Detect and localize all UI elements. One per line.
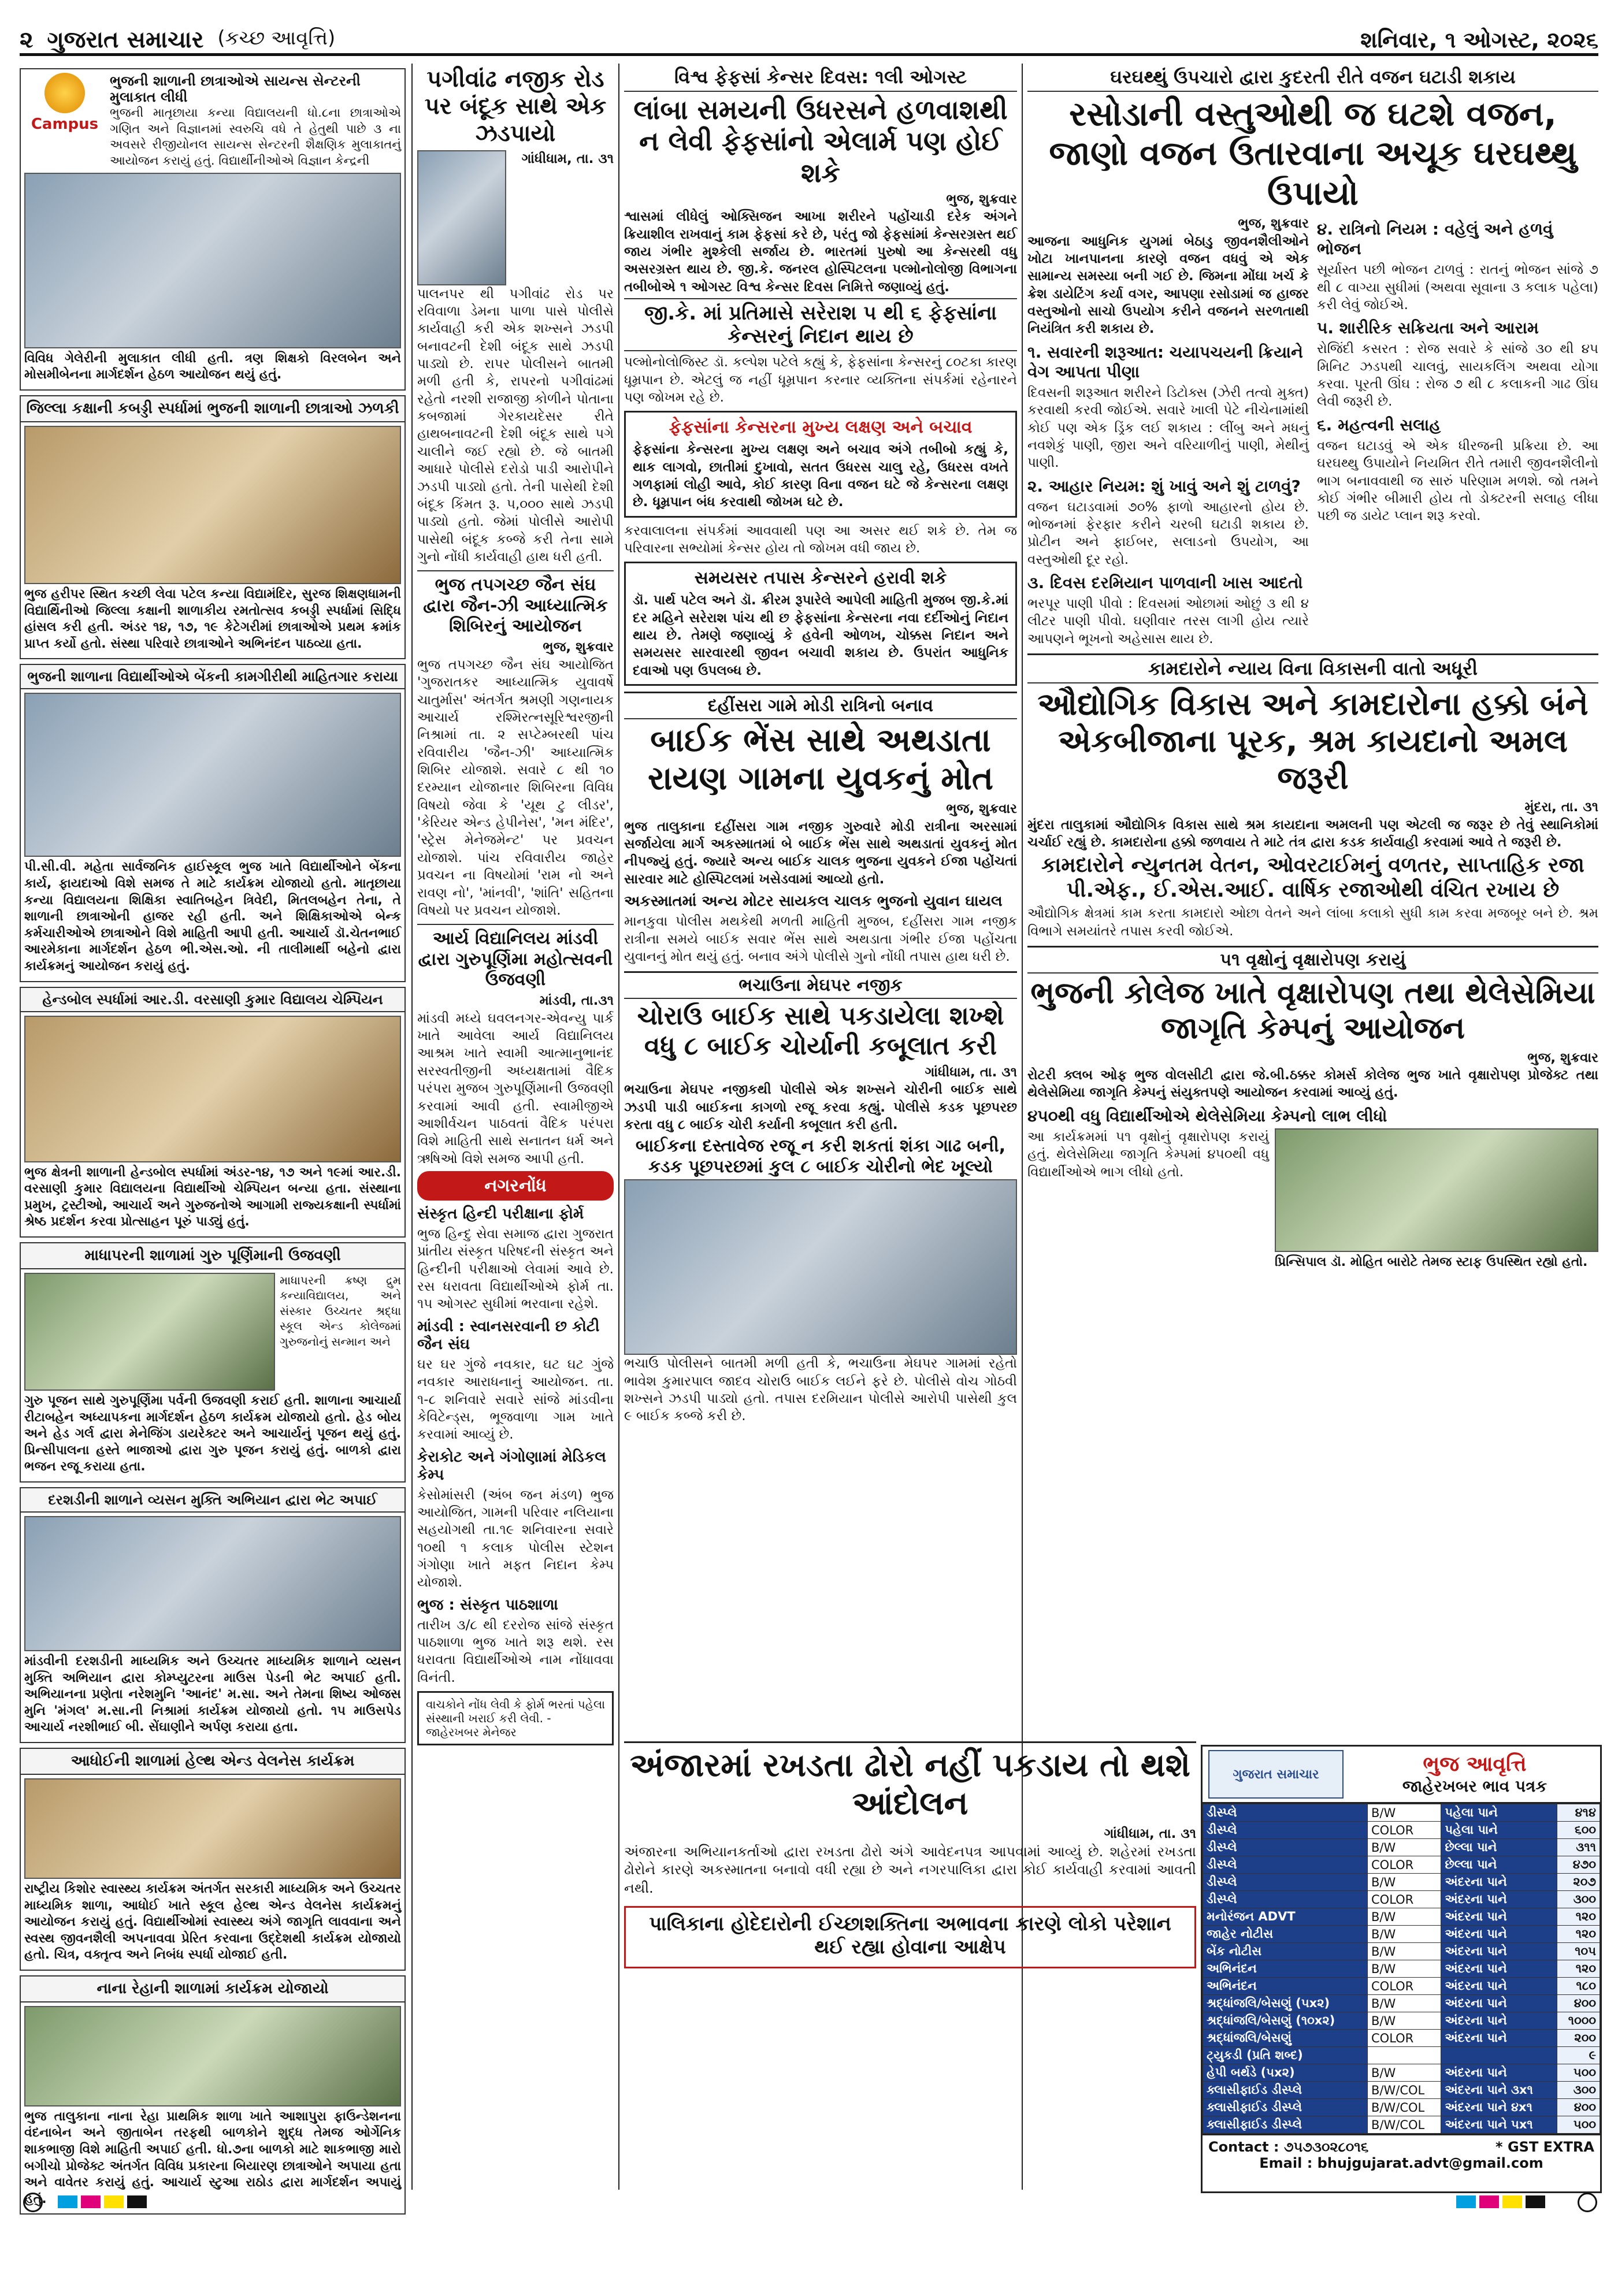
photo-caption: ભુજ હરીપર સ્થિત કચ્છી લેવા પટેલ કન્યા વિદ્યામંદિર, સુરજ શિક્ષણધામની વિદ્યાર્થિનીઓ જિલ્લા કક્ષાની શાળાકીય રમતોત્સવ કબડ્ડી સ્પર્ધામાં સિદ્ધિ હાંસલ કરી હતી. અંડર ૧૪, ૧૭, ૧૯ કેટેગરીમાં છાત્રાઓએ પ્રથમ ક્રમાંક પ્રાપ્ત કર્યો હતો. સંસ્થા પરિવારે છાત્રાઓને અભિનંદન પાઠવ્યા હતા. — [24, 587, 401, 651]
rate-price: ૩૦૦ — [1557, 2082, 1600, 2099]
rate-row — [1203, 1856, 1600, 1874]
bikes-photo — [624, 1179, 1017, 1355]
dateline: માંડવી, તા.૩૧ — [539, 993, 614, 1009]
rate-category: શ્રદ્ધાંજલિ/બેસણું (૧૦x૨) — [1203, 2012, 1368, 2030]
dateline: ભુજ, શુક્રવાર — [946, 801, 1017, 817]
campus-label: Campus — [31, 116, 99, 133]
rate-print-type: COLOR — [1368, 2030, 1441, 2047]
photo-caption: ભુજ ક્ષેત્રની શાળાની હેન્ડબોલ સ્પર્ધામાં અંડર-૧૪, ૧૭ અને ૧૯માં આર.ડી. વરસાણી કુમાર વિદ્યાલયના વિદ્યાર્થીઓ ચેમ્પિયન બન્યા હતા. સંસ્થાના પ્રમુખ, ટ્રસ્ટીઓ, આચાર્ય અને ગુરુજનોએ આગામી રાજ્યકક્ષાની સ્પર્ધામાં શ્રેષ્ઠ પ્રદર્શન કરવા પ્રોત્સાહન પૂરું પાડ્યું હતું. — [24, 1165, 401, 1229]
story-headline: રસોડાની વસ્તુઓથી જ ઘટશે વજન, જાણો વજન ઉતારવાના અચૂક ઘરઘથ્થુ ઉપાયો — [1049, 94, 1577, 213]
rate-print-type: B/W/COL — [1368, 2099, 1441, 2116]
rate-row — [1203, 1822, 1600, 1839]
rate-category: ડીસ્પ્લે — [1203, 1822, 1368, 1839]
rate-category: હેપી બર્થડે (૫x૨) — [1203, 2064, 1368, 2082]
story-subhead: કામદારોને ન્યુનતમ વેતન, ઓવરટાઈમનું વળતર, સાપ્તાહિક રજા પી.એફ., ઈ.એસ.આઈ. વાર્ષિક રજાઓથી વંચિત રખાય છે — [1041, 853, 1584, 902]
rate-category: જાહેર નોટીસ — [1203, 1926, 1368, 1943]
rate-price: ૧૦૫ — [1557, 1943, 1600, 1960]
story-title: ભુજની શાળાની છાત્રાઓએ સાયન્સ સેન્ટરની મુલાકાત લીધી — [110, 73, 361, 105]
rate-page: અંદરના પાને — [1441, 1978, 1557, 1995]
rate-row — [1203, 2047, 1600, 2064]
rate-page: અંદરના પાને — [1441, 1908, 1557, 1926]
box-body: ફેફસાંના કેન્સરના મુખ્ય લક્ષણ અને બચાવ અંગે તબીબો કહ્યું કે, થાક લાગવો, છાતીમાં દુખાવો, સતત ઉધરસ ચાલુ રહે, ઉધરસ વખતે ગળફામાં લોહી આવે, કોઈ કારણ વિના વજન ઘટે જે કેન્સરના લક્ષણ છે. ધૂમ્રપાન બંધ કરવાથી જોખમ ઘટે છે. — [633, 442, 1008, 510]
rate-category: ડીસ્પ્લે — [1203, 1856, 1368, 1874]
dateline: ગાંધીધામ, તા. ૩૧ — [521, 151, 614, 166]
advertiser-note — [417, 1691, 614, 1745]
rate-print-type: B/W/COL — [1368, 2116, 1441, 2134]
rate-price: ૩૧૧ — [1557, 1839, 1600, 1856]
rate-price: ૪૧૪ — [1557, 1804, 1600, 1822]
story-body: ભચાઉ પોલીસને બાતમી મળી હતી કે, ભચાઉના મેઘપર ગામમાં રહેતો ભાવેશ કુમારપાલ જાદવ ચોરાઉ બાઈક લઈને ફરે છે. પોલીસે વોચ ગોઠવી શખ્સને ઝડપી પાડ્યો હતો. તપાસ દરમિયાન પોલીસે આરોપી પાસેથી કુલ ૯ બાઈક કબ્જે કરી છે. — [624, 1356, 1017, 1424]
story-photo — [24, 1273, 275, 1391]
story-body: મુંદરા તાલુકામાં ઔદ્યોગિક વિકાસ સાથે શ્રમ કાયદાના અમલની પણ એટલી જ જરૂર છે તેવું સ્થાનિકોમાં ચર્ચાઈ રહ્યું છે. કામદારોના હક્કો જળવાય તે માટે તંત્ર દ્વારા કડક કાર્યવાહી કરવામાં આવે તે જરૂરી છે. — [1027, 817, 1598, 850]
column-2 — [417, 64, 614, 2190]
registration-mark-icon — [1578, 2193, 1597, 2212]
box-title: સમયસર તપાસ કેન્સરને હરાવી શકે — [694, 568, 947, 589]
rate-price: ૪૦૦ — [1557, 1995, 1600, 2012]
notice-title: સંસ્કૃત હિન્દી પરીક્ષાના ફોર્મ — [417, 1205, 584, 1223]
story-subhead: જી.કે. માં પ્રતિમાસે સરેરાશ ૫ થી ૬ ફેફસાંના કેન્સરનું નિદાન થાય છે — [624, 298, 1017, 351]
story-headline: પગીવાંઢ નજીક રોડ પર બંદૂક સાથે એક ઝડપાયો — [424, 66, 607, 147]
story-kabaddi — [20, 395, 406, 659]
box-title: પાલિકાના હોદેદારોની ઈચ્છાશક્તિના અભાવના કારણે લોકો પરેશાન થઈ રહ્યા હોવાના આક્ષેપ — [649, 1912, 1171, 1959]
story-photo — [24, 693, 401, 857]
rate-row — [1203, 1908, 1600, 1926]
rate-row — [1203, 1891, 1600, 1908]
rate-price: ૪૭૦ — [1557, 1856, 1600, 1874]
advertiser-note-text: વાચકોને નોંધ લેવી કે ફોર્મ ભરતાં પહેલા સંસ્થાની ખરાઈ કરી લેવી. - જાહેરખબર મેનેજર — [426, 1697, 605, 1740]
rate-print-type: B/W — [1368, 1874, 1441, 1891]
story-kicker: ઘરઘથ્થું ઉપચારો દ્વારા કુદરતી રીતે વજન ઘટાડી શકાય — [1027, 64, 1598, 92]
story-bank-visit — [20, 664, 406, 982]
rate-price: ૧૨૦ — [1557, 1926, 1600, 1943]
story-subhead: ૫. શારીરિક સક્રિયતા અને આરામ — [1317, 318, 1539, 338]
rate-category: ડીસ્પ્લે — [1203, 1874, 1368, 1891]
photo-caption: વિવિધ ગેલેરીની મુલાકાત લીધી હતી. ત્રણ શિક્ષકો વિરલબેન અને મોસમીબેનના માર્ગદર્શન હેઠળ આયોજન થયું હતું. — [24, 351, 401, 382]
story-subhead: ૪૫૦થી વધુ વિદ્યાર્થીઓએ થેલેસેમિયા કેમ્પનો લાભ લીધો — [1027, 1106, 1387, 1125]
rate-category: અભિનંદન — [1203, 1978, 1368, 1995]
rate-category: ડીસ્પ્લે — [1203, 1891, 1368, 1908]
color-bar — [58, 2195, 147, 2208]
story-body: રોજિંદી કસરત : રોજ સવારે કે સાંજે ૩૦ થી ૪૫ મિનિટ ઝડપથી ચાલવું, સાયકલિંગ અથવા યોગા કરવા. પૂરતી ઊંઘ : રોજ ૭ થી ૮ કલાકની ગાઢ ઊંઘ લેવી જરૂરી છે. — [1317, 341, 1598, 410]
story-body: આ કાર્યક્રમમાં ૫૧ વૃક્ષોનું વૃક્ષારોપણ કરાયું હતું. થેલેસેમિયા જાગૃતિ કેમ્પમાં ૪૫૦થી વધુ વિદ્યાર્થીઓએ ભાગ લીધો હતો. — [1027, 1129, 1269, 1180]
rate-row — [1203, 1926, 1600, 1943]
dateline: ભુજ, શુક્રવાર — [1238, 216, 1309, 232]
story-photo — [24, 1778, 401, 1879]
rate-price: ૪૦૦ — [1557, 2099, 1600, 2116]
story-headline: બાઈક ભેંસ સાથે અથડાતા રાયણ ગામના યુવકનું મોત — [647, 722, 994, 798]
rate-print-type: B/W — [1368, 1943, 1441, 1960]
rate-category: શ્રદ્ધાંજલિ/બેસણું (૫x૨) — [1203, 1995, 1368, 2012]
notice-title: ભુજ : સંસ્કૃત પાઠશાળા — [417, 1596, 558, 1614]
story-subhead: અકસ્માતમાં અન્ય મોટર સાયકલ ચાલક ભુજનો યુવાન ઘાયલ — [624, 893, 1003, 911]
rate-price: ૨૦૭ — [1557, 1874, 1600, 1891]
contact-email: Email : bhujgujarat.advt@gmail.com — [1259, 2155, 1543, 2171]
story-kicker: કામદારોને ન્યાય વિના વિકાસની વાતો અધૂરી — [1027, 653, 1598, 683]
page-header — [20, 13, 1598, 56]
rate-print-type: B/W/COL — [1368, 2082, 1441, 2099]
rate-page: અંદરના પાને — [1441, 2030, 1557, 2047]
rate-price: ૧૨૦ — [1557, 1960, 1600, 1978]
rate-page — [1441, 2047, 1557, 2064]
story-title: નાના રેહાની શાળામાં કાર્યક્રમ યોજાયો — [21, 1977, 404, 2003]
story-body: પાલનપર થી પગીવાંઢ રોડ પર રવિવાળા ડેમના પાળા પાસે પોલીસે કાર્યવાહી કરી એક શખ્સને ઝડપી બનાવટની દેશી બંદૂક સાથે ઝડપી પાડ્યો છે. રાપર પોલીસને બાતમી મળી હતી કે, રાપરનો પગીવાંઢમાં રહેતો નરશી રાજાજી કોળીને પોતાના કબજામાં ગેરકાયદેસર રીતે હાથબનાવટની દેશી બંદૂક સાથે પગે ચાલીને જઈ રહ્યો છે. જે બાતમી આધારે પોલીસે દરોડો પાડી આરોપીને ઝડપી પાડ્યો હતો. તેની પાસેથી દેશી બંદૂક કિંમત રૂ. ૫,૦૦૦ સાથે ઝડપી પાડ્યો હતો. જેમાં પોલીસે આરોપી પાસેથી બંદૂક કબ્જે કરી તેના સામે ગુનો નોંધી કાર્યવાહી હાથ ધરી હતી. — [417, 286, 614, 564]
story-title: ભુજની શાળાના વિદ્યાર્થીઓએ બેંકની કામગીરીથી માહિતગાર કરાયા — [21, 665, 404, 689]
rate-page: અંદરના પાને — [1441, 1874, 1557, 1891]
rate-price: ૩૦૦ — [1557, 1891, 1600, 1908]
rate-category: બેંક નોટીસ — [1203, 1943, 1368, 1960]
story-intro: આજના આધુનિક યુગમાં બેઠાડુ જીવનશૈલીઓને ખોટા ખાનપાનના કારણે વજન વધવું એ એક સામાન્ય સમસ્યા બની ગઈ છે. જિમના મોંઘા ખર્ચ કે ક્રેશ ડાયેટિંગ કર્યા વગર, આપણા રસોડામાં જ હાજર વસ્તુઓનો સાચો ઉપયોગ કરીને વજનને સરળતાથી નિયંત્રિત કરી શકાય છે. — [1027, 233, 1309, 337]
rate-category: ક્લાસીફાઈડ ડીસ્પ્લે — [1203, 2116, 1368, 2134]
rate-print-type: COLOR — [1368, 1891, 1441, 1908]
story-handball — [20, 987, 406, 1238]
story-intro: શ્વાસમાં લીધેલું ઓક્સિજન આખા શરીરને પહોંચાડી દરેક અંગને ક્રિયાશીલ રાખવાનું કામ ફેફસાં કરે છે, પરંતુ જો ફેફસાંમાં કેન્સરગ્રસ્ત થઈ જાય ગંભીર મુશ્કેલી સર્જાય છે. ભારતમાં પુરુષો આ કેન્સરથી વધુ અસરગ્રસ્ત થાય છે. જી.કે. જનરલ હોસ્પિટલના પલ્મોનોલોજી વિભાગના તબીબોએ ૧ ઓગસ્ટ વિશ્વ કેન્સર દિવસ નિમિત્તે જણાવ્યું હતું. — [624, 209, 1017, 295]
rate-card-title: જાહેરખબર ભાવ પત્રક — [1402, 1777, 1548, 1796]
story-photo — [24, 173, 401, 348]
story-subhead: ૧. સવારની શરૂઆત: ચયાપચયની ક્રિયાને વેગ આપતા પીણા — [1027, 342, 1303, 381]
rate-category: ટ્યુકડી (પ્રતિ શબ્દ) — [1203, 2047, 1368, 2064]
story-title: માધાપરની શાળામાં ગુરુ પૂર્ણિમાની ઉજવણી — [21, 1243, 404, 1269]
story-body: ભુજ તાલુકાના દહીંસરા ગામ નજીક ગુરુવારે મોડી રાત્રીના અરસામાં સર્જાયેલા માર્ગ અકસ્માતમાં બે બાઈક ભેંસ સાથે અથડાતાં યુવકનું મોત નીપજ્યું હતું. જ્યારે અન્ય બાઈક ચાલક ભુજના યુવકને ઈજા પહોંચતાં સારવાર માટે હોસ્પિટલમાં ખસેડવામાં આવ્યો હતો. — [624, 819, 1017, 887]
story-headline: આર્ય વિદ્યાનિલય માંડવી દ્વારા ગુરુપૂર્ણિમા મહોત્સવની ઉજવણી — [417, 924, 614, 990]
contact-number: Contact : ૭૫૭૩૦૨૮૦૧૬ — [1208, 2139, 1369, 2155]
story-headline: ભુજની કોલેજ ખાતે વૃક્ષારોપણ તથા થેલેસેમિયા જાગૃતિ કેમ્પનું આયોજન — [1030, 976, 1595, 1046]
story-headline: ચોરાઉ બાઈક સાથે પકડાયેલા શખ્શે વધુ ૮ બાઈક ચોર્યાની કબૂલાત કરી — [637, 1001, 1004, 1061]
story-body: સૂર્યાસ્ત પછી ભોજન ટાળવું : રાતનું ભોજન સાંજે ૭ થી ૮ વાગ્યા સુધીમાં (અથવા સૂવાના ૩ કલાક પહેલા) કરી લેવું જોઈએ. — [1317, 262, 1598, 313]
column-right — [1027, 64, 1598, 1739]
story-subhead: ૨. આહાર નિયમ: શું ખાવું અને શું ટાળવું? — [1027, 476, 1301, 496]
rate-print-type: B/W — [1368, 1804, 1441, 1822]
dateline: ગાંધીધામ, તા. ૩૧ — [1104, 1826, 1196, 1842]
rate-row — [1203, 1978, 1600, 1995]
story-title: આધોઈની શાળામાં હેલ્થ એન્ડ વેલનેસ કાર્યક્રમ — [21, 1749, 404, 1775]
column-1 — [20, 64, 406, 2206]
notice-title: માંડવી : સ્વાનસરવાની છ કોટી જૈન સંઘ — [417, 1317, 600, 1353]
issue-date: શનિવાર, ૧ ઓગસ્ટ, ૨૦૨૬ — [1360, 27, 1598, 53]
photo-caption: પી.સી.વી. મહેતા સાર્વજનિક હાઈસ્કૂલ ભુજ ખાતે વિદ્યાર્થીઓને બેંકના કાર્ય, ફાયદાઓ વિશે સમજ તે માટે કાર્યક્રમ યોજાયો હતો. માતૃછાયા કન્યા વિદ્યાલયના શિક્ષિકા સ્વાતિબહેન ત્રિવેદી, મિતલબહેન તેના, તે શાળાની છાત્રાઓની હાજર રહી હતી. અને શિક્ષિકાઓએ બેન્ક કર્મચારીઓએ છાત્રાઓને વિશે માહિતી આપી હતી. આચાર્ય ડૉ.ચેતનભાઈ આરમેકાના માર્ગદર્શન હેઠળ ભી.એસ.ઓ. ની તાલીમાર્થી બહેનો દ્વારા કાર્યક્રમનું આયોજન કરાયું હતું. — [24, 860, 401, 974]
rate-price: ૨૦૦ — [1557, 2030, 1600, 2047]
story-body: રોટરી ક્લબ ઓફ ભુજ વોલસીટી દ્વારા જે.બી.ઠક્કર કોમર્સ કોલેજ ભુજ ખાતે વૃક્ષારોપણ પ્રોજેક્ટ તથા થેલેસેમિયા જાગૃતિ કેમ્પનું સંયુક્તપણે આયોજન કરવામાં આવ્યું હતું. — [1027, 1068, 1598, 1101]
box-title: ફેફસાંના કેન્સરના મુખ્ય લક્ષણ અને બચાવ — [669, 417, 973, 438]
rate-print-type: COLOR — [1368, 1856, 1441, 1874]
story-subhead: ૬. મહત્વની સલાહ — [1317, 415, 1441, 434]
rate-price: ૫૦૦ — [1557, 2116, 1600, 2134]
photo-caption: ગુરુ પૂજન સાથે ગુરુપૂર્ણિમા પર્વની ઉજવણી કરાઈ હતી. શાળાના આચાર્યા રીટાબહેન અધ્યાપકના માર્ગદર્શન હેઠળ કાર્યક્રમ યોજાયો હતો. હેડ બોય અને હેડ ગર્લ દ્વારા મેનેજિંગ ડાયરેક્ટર અને આચાર્યનું પૂજન થયું હતું. પ્રિન્સીપાલના હસ્તે ભાજાઓ દ્વારા ગુરુ પૂજન કરાયું હતું. બાળકો દ્વારા ભજન રજૂ કરાયા હતા. — [24, 1393, 401, 1474]
rate-row — [1203, 1960, 1600, 1978]
rate-print-type: B/W — [1368, 1839, 1441, 1856]
rate-print-type: COLOR — [1368, 1822, 1441, 1839]
dateline: મુંદરા, તા. ૩૧ — [1524, 800, 1598, 815]
rate-row — [1203, 2012, 1600, 2030]
notice-body: ઘર ઘર ગુંજે નવકાર, ઘટ ઘટ ગુંજે નવકાર આરાધનાનું આયોજન. તા. ૧-૮ શનિવારે સવારે સાંજે માંડવીના કેવિટેન્ડ્સ, ભૂજવાળા ગામ ખાતે કરવામાં આવ્યું છે. — [417, 1357, 614, 1443]
story-body: ભુજ તપગચ્છ જૈન સંઘ આયોજિત 'ગુજરાતકર આધ્યાત્મિક યુવાવર્ષે ચાતુર્માસ' અંતર્ગત શ્રમણી ગણનાયક આચાર્ય રશ્મિરત્નસૂરિશ્વરજીની નિશ્રામાં તા. ૨ સપ્ટેમ્બરથી પાંચ રવિવારીય 'જૈન-ઝી' આધ્યાત્મિક શિબિર યોજાશે. સવારે ૮ થી ૧૦ દરમ્યાન યોજાનાર શિબિરના વિવિધ વિષયો જેવા કે 'યૂથ ટુ લીડર', 'કેરિયર એન્ડ હેપીનેસ', 'મન મંદિર', 'સ્ટ્રેસ મેનેજમેન્ટ' પર પ્રવચન યોજાશે. પાંચ રવિવારીય જાહેર પ્રવચન ના વિષયોમાં 'રામ નો અને રાવણ નો', 'માંનવી', 'શાંતિ' સહિતના વિષયો પર પ્રવચન યોજાશે. — [417, 657, 614, 918]
rate-row — [1203, 1943, 1600, 1960]
rate-page: અંદરના પાને — [1441, 1943, 1557, 1960]
column-rule — [618, 64, 619, 2190]
story-photo — [24, 2006, 401, 2106]
rate-card-edition: ભુજ આવૃત્તિ — [1423, 1752, 1527, 1776]
registration-mark-icon — [23, 2193, 43, 2212]
rate-category: ડીસ્પ્લે — [1203, 1839, 1368, 1856]
story-photo — [417, 150, 506, 285]
rate-category: અભિનંદન — [1203, 1960, 1368, 1978]
rate-price: ૧૦૦૦ — [1557, 2012, 1600, 2030]
edition-label: (કચ્છ આવૃત્તિ) — [217, 27, 336, 50]
story-body: ભુજની માતૃછાયા કન્યા વિદ્યાલયની ધો.૮ના છાત્રાઓએ ગણિત અને વિજ્ઞાનમાં સ્વરુચિ વધે તે હેતુથી પાછે ૩ ના અવસરે રીજીયોનલ સાયન્સ સેન્ટરની શૈક્ષણિક મુલાકાતનું આયોજન કરાયું હતું. વિદ્યાર્થીનીઓએ વિજ્ઞાન કેન્દ્રની — [110, 106, 401, 168]
story-body: પલ્મોનોલોજિસ્ટ ડૉ. કલ્પેશ પટેલે કહ્યું કે, ફેફસાંના કેન્સરનું ૮૦ટકા કારણ ધૂમ્રપાન છે. એટલું જ નહીં ધૂમ્રપાન કરનાર વ્યક્તિના સંપર્કમાં રહેનારને પણ જોખમ રહે છે. — [624, 355, 1017, 405]
story-body: કરવાલાલના સંપર્કમાં આવવાથી પણ આ અસર થઈ શકે છે. તેમ જ પરિવારના સભ્યોમાં કેન્સર હોય તો જોખમ વધી જાય છે. — [624, 523, 1017, 556]
box-body: ડૉ. પાર્થ પટેલ અને ડૉ. ક્રીરમ રૂપારેલે આપેલી માહિતી મુજબ જી.કે.માં દર મહિને સરેરાશ પાંચ થી છ ફેફસાંના કેન્સરના નવા દર્દીઓનું નિદાન થાય છે. તેમણે જણાવ્યું કે હવેની ઓળખ, ચોક્કસ નિદાન અને સમયસર સારવારથી જીવન બચાવી શકાય છે. ઉપરાંત આધુનિક દવાઓ પણ ઉપલબ્ધ છે. — [633, 593, 1008, 678]
rate-print-type: B/W — [1368, 1908, 1441, 1926]
rate-row — [1203, 2082, 1600, 2099]
story-guru-purnima — [20, 1242, 406, 1483]
rate-row — [1203, 1995, 1600, 2012]
dateline: ભુજ, શુક્રવાર — [946, 191, 1017, 207]
rate-row — [1203, 2116, 1600, 2134]
rate-page: અંદરના પાને — [1441, 1960, 1557, 1978]
story-body: માધાપરની ક્રષ્ણ દ્રુમ કન્યાવિદ્યાલય, અને સંસ્કાર ઉચ્ચતર શ્રદ્ધા સ્કૂલ એન્ડ કોલેજમાં ગુરુજનોનું સન્માન અને — [280, 1273, 401, 1348]
rate-page: છેલ્લા પાને — [1441, 1839, 1557, 1856]
rate-price: ૧૮૦ — [1557, 1978, 1600, 1995]
rate-page: પહેલા પાને — [1441, 1804, 1557, 1822]
rate-print-type: B/W — [1368, 1926, 1441, 1943]
rate-row — [1203, 1804, 1600, 1822]
story-headline: ઔદ્યોગિક વિકાસ અને કામદારોના હક્કો બંને એકબીજાના પૂરક, શ્રમ કાયદાનો અમલ જરૂરી — [1037, 686, 1589, 796]
page-number: ૨ — [20, 27, 34, 53]
story-headline: ભુજ તપગચ્છ જૈન સંઘ દ્વારા જૈન-ઝી આધ્યાત્મિક શિબિરનું આયોજન — [417, 570, 614, 636]
rate-category: શ્રદ્ધાંજલિ/બેસણું — [1203, 2030, 1368, 2047]
timely-check-box — [624, 562, 1017, 686]
dateline: ગાંધીધામ, તા. ૩૧ — [925, 1065, 1017, 1080]
story-body: માનકુવા પોલીસ મથકેથી મળતી માહિતી મુજબ, દહીંસરા ગામ નજીક રાત્રીના સમયે બાઈક સવાર ભેંસ સાથે અથડાતા ગંભીર ઈજા પહોંચતા યુવાનનું મોત થયું હતું. બનાવ અંગે પોલીસે ગુનો નોંધી તપાસ હાથ ધરી છે. — [624, 914, 1017, 964]
notice-title: કેરાકોટ અને ગંગોણામાં મેડિકલ કેમ્પ — [417, 1448, 606, 1484]
dateline: ભુજ, શુક્રવાર — [1527, 1050, 1598, 1065]
story-body: માંડવી મધ્યે ઘવલનગર-એવન્યુ પાર્ક ખાતે આવેલા આર્ય વિદ્યાનિલય આશ્રમ ખાતે સ્વામી આત્માનુભાનંદ સરસ્વતીજીની અધ્યક્ષતામાં વૈદિક પરંપરા મુજબ ગુરુપૂર્ણિમાની ઉજવણી કરવામાં આવી હતી. સ્વામીજીએ આશીર્વચન પાઠવતાં વૈદિક પરંપરા વિશે માહિતી સાથે સનાતન ધર્મ અને ઋષિઓ વિશે સમજ આપી હતી. — [417, 1010, 614, 1166]
campus-logo-icon — [44, 73, 85, 113]
story-body: રાષ્ટ્રીય કિશોર સ્વાસ્થ્ય કાર્યક્રમ અંતર્ગત સરકારી માધ્યમિક અને ઉચ્ચતર માધ્યમિક શાળા, આધોઈ ખાતે સ્કૂલ હેલ્થ એન્ડ વેલનેસ કાર્યક્રમનું આયોજન કરાયું હતું. વિદ્યાર્થીઓમાં સ્વાસ્થ્ય અંગે જાગૃતિ લાવવાના અને સ્વસ્થ જીવનશૈલી અપનાવવા પ્રેરિત કરવાના ઉદ્દેશથી કાર્યક્રમ યોજાયો હતો. ચિત્ર, વક્તૃત્વ અને નિબંધ સ્પર્ધા યોજાઈ હતી. — [24, 1881, 401, 1963]
story-body: અંજારના અભિયાનકર્તાઓ દ્વારા રખડતા ઢોરો અંગે આવેદનપત્ર આપવામાં આવ્યું છે. શહેરમાં રખડતા ઢોરોને કારણે અકસ્માતના બનાવો વધી રહ્યા છે અને નગરપાલિકા દ્વારા કોઈ કાર્યવાહી કરવામાં આવતી નથી. — [624, 1843, 1196, 1896]
photo-caption: પ્રિન્સિપાલ ડૉ. મોહિત બારોટે તેમજ સ્ટાફ ઉપસ્થિત રહ્યો હતો. — [1275, 1254, 1588, 1269]
rate-category: ડીસ્પ્લે — [1203, 1804, 1368, 1822]
rate-page: અંદરના પાને — [1441, 1891, 1557, 1908]
rate-row — [1203, 2099, 1600, 2116]
story-kicker: ભચાઉના મેઘપર નજીક — [624, 971, 1017, 999]
rate-print-type — [1368, 2047, 1441, 2064]
color-bar — [1456, 2195, 1545, 2208]
rate-category: ક્લાસીફાઈડ ડીસ્પ્લે — [1203, 2099, 1368, 2116]
nagarnondh-banner: નગરનોંધ — [417, 1171, 614, 1201]
rate-page: છેલ્લા પાને — [1441, 1856, 1557, 1874]
rate-print-type: B/W — [1368, 2064, 1441, 2082]
story-body: ઔદ્યોગિક ક્ષેત્રમાં કામ કરતા કામદારો ઓછા વેતને અને લાંબા કલાકો સુધી કામ કરવા મજબૂર બને છે. શ્રમ વિભાગે સમયાંતરે તપાસ કરવી જોઈએ. — [1027, 906, 1598, 939]
photo-caption: ભુજ તાલુકાના નાના રેહા પ્રાથમિક શાળા ખાતે આશાપુરા ફાઉન્ડેશનના વંદનાબેન અને જીતાબેન તરફથી બાળકોને શુદ્ધ તેમજ ઓર્ગેનિક શાકભાજી વિશે માહિતી અપાઈ હતી. ધો.૭ના બાળકો માટે શાકભાજી મારો બગીચો પ્રોજેક્ટ અંતર્ગત વિવિધ પ્રકારના બિયારણ છાત્રાઓને અપાયા હતા અને વાવેતર કરાયું હતું. આચાર્ય સ્ટુઆ રાઠોડ દ્વારા માર્ગદર્શન અપાયું હતું. — [24, 2109, 401, 2206]
story-photo — [24, 1016, 401, 1162]
rate-page: અંદરના પાને — [1441, 2012, 1557, 2030]
rate-row — [1203, 1839, 1600, 1856]
story-kicker: ૫૧ વૃક્ષોનું વૃક્ષારોપણ કરાયું — [1027, 946, 1598, 974]
story-kicker: વિશ્વ ફેફસાં કેન્સર દિવસ: ૧લી ઓગસ્ટ — [624, 64, 1017, 92]
ad-rate-card — [1201, 1745, 1602, 2193]
story-subhead: ૪. રાત્રિનો નિયમ : વહેલું અને હળવું ભોજન — [1317, 220, 1553, 259]
story-science-visit — [20, 68, 406, 391]
notice-body: ભુજ હિન્દુ સેવા સમાજ દ્વારા ગુજરાત પ્રાંતીય સંસ્કૃત પરિષદની સંસ્કૃત અને હિન્દીની પરીક્ષાઓ લેવામાં આવે છે. રસ ધરાવતા વિદ્યાર્થીઓએ ફોર્મ તા. ૧૫ ઓગસ્ટ સુધીમાં ભરવાના રહેશે. — [417, 1227, 614, 1312]
rate-price: ૬૦૦ — [1557, 1822, 1600, 1839]
rate-row — [1203, 1874, 1600, 1891]
allegation-box — [624, 1906, 1196, 1968]
rate-price: ૫૦૦ — [1557, 2064, 1600, 2082]
story-nana-reha — [20, 1975, 406, 2215]
rate-page: અંદરના પાને — [1441, 1995, 1557, 2012]
rate-price: ૯ — [1557, 2047, 1600, 2064]
story-body: ભચાઉના મેઘપર નજીકથી પોલીસે એક શખ્સને ચોરીની બાઈક સાથે ઝડપી પાડી બાઈકના કાગળો રજૂ કરવા કહ્યું. પોલીસે કડક પૂછપરછ કરતા વધુ ૮ બાઈક ચોરી કર્યાની કબૂલાત કરી હતી. — [624, 1082, 1017, 1133]
rate-page: અંદરના પાને — [1441, 2064, 1557, 2082]
story-anjar — [624, 1739, 1196, 2190]
story-body: દિવસની શરૂઆત શરીરને ડિટોક્સ (ઝેરી તત્વો મુક્ત) કરવાથી કરવી જોઈએ. સવારે ખાલી પેટે નીચેનામાંથી કોઈ પણ એક ડ્રિંક લઈ શકાય : લીંબુ અને મધનું નવશેકું પાણી, જીરા અને વરિયાળીનું પાણી, મેથીનું પાણી. — [1027, 385, 1309, 471]
rate-card-footer — [1203, 2134, 1600, 2175]
rate-row — [1203, 2064, 1600, 2082]
rate-price: ૧૨૦ — [1557, 1908, 1600, 1926]
rate-page: અંદરના પાને — [1441, 1926, 1557, 1943]
rate-page: અંદરના પાને ૩x૧ — [1441, 2082, 1557, 2099]
rate-page: અંદરના પાને ૪x૧ — [1441, 2099, 1557, 2116]
story-kicker: દહીંસરા ગામે મોડી રાત્રિનો બનાવ — [624, 692, 1017, 719]
notice-body: કેસોમાંસરી (અંબ જન મંડળ) ભુજ આયોજિત, ગામની પરિવાર નલિયાના સહયોગથી તા.૧૯ શનિવારના સવારે ૧૦થી ૧ કલાક પોલીસ સ્ટેશન ગંગોણા ખાતે મફત નિદાન કેમ્પ યોજાશે. — [417, 1487, 614, 1591]
symptoms-box — [624, 411, 1017, 517]
rate-page: અંદરના પાને ૫x૧ — [1441, 2116, 1557, 2134]
rate-print-type: B/W — [1368, 1995, 1441, 2012]
column-rule — [411, 64, 413, 2190]
story-headline: અંજારમાં રખડતા ઢોરો નહીં પકડાય તો થશે આંદોલન — [624, 1741, 1196, 1823]
story-title: દરશડીની શાળાને વ્યસન મુક્તિ અભિયાન દ્વારા ભેટ અપાઈ — [21, 1488, 404, 1513]
story-subhead: બાઈકના દસ્તાવેજ રજૂ ન કરી શકતાં શંકા ગાઢ બની, કડક પૂછપરછમાં કુલ ૮ બાઈક ચોરીનો ભેદ ખૂલ્યો — [635, 1136, 1006, 1177]
story-photo — [24, 1516, 401, 1651]
rate-print-type: B/W — [1368, 2012, 1441, 2030]
gst-note: * GST EXTRA — [1495, 2139, 1594, 2155]
rate-print-type: COLOR — [1368, 1978, 1441, 1995]
story-title: જિલ્લા કક્ષાની કબડ્ડી સ્પર્ધામાં ભુજની શાળાની છાત્રાઓ ઝળકી — [21, 396, 404, 422]
notice-body: તારીખ ૩/૮ થી દરરોજ સાંજે સંસ્કૃત પાઠશાળા ભુજ ખાતે શરૂ થશે. રસ ધરાવતા વિદ્યાર્થીઓએ નામ નોંધાવવા વિનંતી. — [417, 1617, 614, 1685]
story-photo — [24, 426, 401, 584]
rate-print-type: B/W — [1368, 1960, 1441, 1978]
rate-card-logo: ગુજરાત સમાચાર — [1208, 1750, 1344, 1799]
story-health-wellness — [20, 1748, 406, 1971]
paper-name: ગુજરાત સમાચાર — [47, 27, 204, 53]
rate-table — [1203, 1804, 1600, 2134]
story-body: ભરપૂર પાણી પીવો : દિવસમાં ઓછામાં ઓછું ૩ થી ૪ લીટર પાણી પીવો. ઘણીવાર તરસ લાગી હોય ત્યારે આપણને ભૂખનો અહેસાસ થાય છે. — [1027, 596, 1309, 647]
rate-category: મનોરંજન ADVT — [1203, 1908, 1368, 1926]
story-photo — [1275, 1128, 1598, 1252]
story-headline: લાંબા સમયની ઉધરસને હળવાશથી ન લેવી ફેફસાંનો એલાર્મ પણ હોઈ શકે — [633, 94, 1008, 188]
story-body: વજન ઘટાડવામાં ૭૦% ફાળો આહારનો હોય છે. ભોજનમાં ફેરફાર કરીને ચરબી ઘટાડી શકાય છે. પ્રોટીન અને ફાઈબર, સલાડનો ઉપયોગ, આ વસ્તુઓથી દૂર રહો. — [1027, 499, 1309, 567]
story-body: વજન ઘટાડવું એ એક ધીરજની પ્રક્રિયા છે. આ ઘરઘથ્થુ ઉપાયોને નિયમિત રીતે તમારી જીવનશૈલીનો ભાગ બનાવવાથી જ સારું પરિણામ મળશે. જો તમને કોઈ ગંભીર બીમારી હોય તો ડોક્ટરની સલાહ લીધા પછી જ ડાયેટ પ્લાન શરૂ કરવો. — [1317, 438, 1598, 524]
story-addiction-free — [20, 1487, 406, 1743]
story-subhead: ૩. દિવસ દરમિયાન પાળવાની ખાસ આદતો — [1027, 573, 1303, 593]
rate-category: ક્લાસીફાઈડ ડીસ્પ્લે — [1203, 2082, 1368, 2099]
rate-page: પહેલા પાને — [1441, 1822, 1557, 1839]
story-title: હેન્ડબોલ સ્પર્ધામાં આર.ડી. વરસાણી કુમાર વિદ્યાલય ચેમ્પિયન — [21, 988, 404, 1012]
rate-row — [1203, 2030, 1600, 2047]
dateline: ભુજ, શુક્રવાર — [543, 640, 614, 655]
photo-caption: માંડવીની દરશડીની માધ્યમિક અને ઉચ્ચતર માધ્યમિક શાળાને વ્યસન મુક્તિ અભિયાન દ્વારા કોમ્પ્યુટરના માઉસ પેડની ભેટ અપાઈ હતી. અભિયાનના પ્રણેતા નરેશમુનિ 'આનંદ' મ.સા. અને તેમના શિષ્ય ઓજસ મુનિ 'મંગલ' મ.સા.ની નિશ્રામાં કાર્યક્રમ યોજાયો હતો. ૧૫ માઉસપેડ આચાર્ય નરશીભાઈ બી. સેંઘાણીને અર્પણ કરાયા હતા. — [24, 1654, 401, 1735]
